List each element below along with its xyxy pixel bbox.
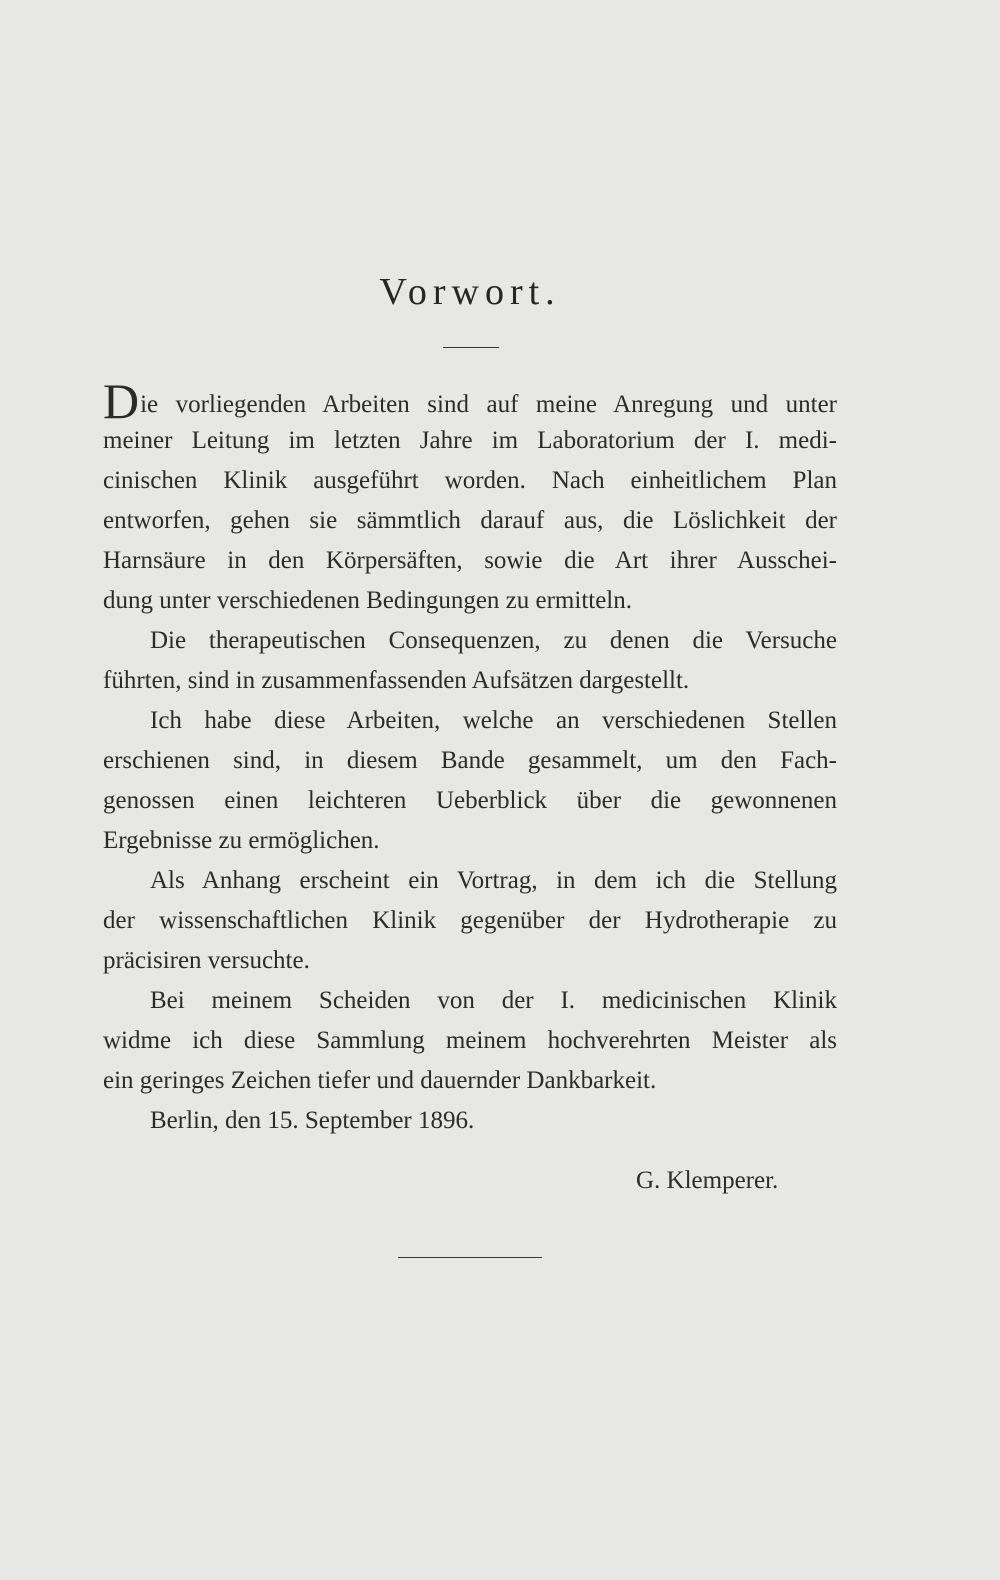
line-text: ie vorliegenden Arbeiten sind auf meine Anregung und unter	[140, 391, 837, 418]
text-line: erschienen sind, in diesem Bande gesammelt, um den Fach-	[103, 747, 837, 774]
text-line	[103, 373, 837, 429]
drop-cap: D	[103, 373, 140, 429]
title-divider	[443, 347, 499, 348]
text-line: führten, sind in zusammenfassenden Aufsätzen dargestellt.	[103, 667, 690, 694]
text-line: meiner Leitung im letzten Jahre im Laboratorium der I. medi-	[103, 427, 837, 454]
closing-divider	[398, 1257, 542, 1258]
text-line: Bei meinem Scheiden von der I. medicinischen Klinik	[150, 987, 837, 1014]
text-line: Ergebnisse zu ermöglichen.	[103, 827, 380, 854]
text-line: entworfen, gehen sie sämmtlich darauf aus, die Löslichkeit der	[103, 507, 837, 534]
page-title: Vorwort.	[379, 271, 561, 313]
dateline: Berlin, den 15. September 1896.	[150, 1107, 475, 1134]
text-line: cinischen Klinik ausgeführt worden. Nach einheitlichem Plan	[103, 467, 837, 494]
text-line: Die therapeutischen Consequenzen, zu denen die Versuche	[150, 627, 837, 654]
text-line: dung unter verschiedenen Bedingungen zu ermitteln.	[103, 587, 633, 614]
author-signature: G. Klemperer.	[636, 1167, 779, 1194]
text-line: ein geringes Zeichen tiefer und dauernder Dankbarkeit.	[103, 1067, 657, 1094]
text-line: Als Anhang erscheint ein Vortrag, in dem ich die Stellung	[150, 867, 837, 894]
text-line: Ich habe diese Arbeiten, welche an verschiedenen Stellen	[150, 707, 837, 734]
preface-text	[103, 373, 837, 1141]
text-line: präcisiren versuchte.	[103, 947, 310, 974]
text-line: widme ich diese Sammlung meinem hochverehrten Meister als	[103, 1027, 837, 1054]
text-line: Harnsäure in den Körpersäften, sowie die Art ihrer Ausschei-	[103, 547, 837, 574]
text-line: der wissenschaftlichen Klinik gegenüber der Hydrotherapie zu	[103, 907, 837, 934]
text-line: genossen einen leichteren Ueberblick über die gewonnenen	[103, 787, 837, 814]
